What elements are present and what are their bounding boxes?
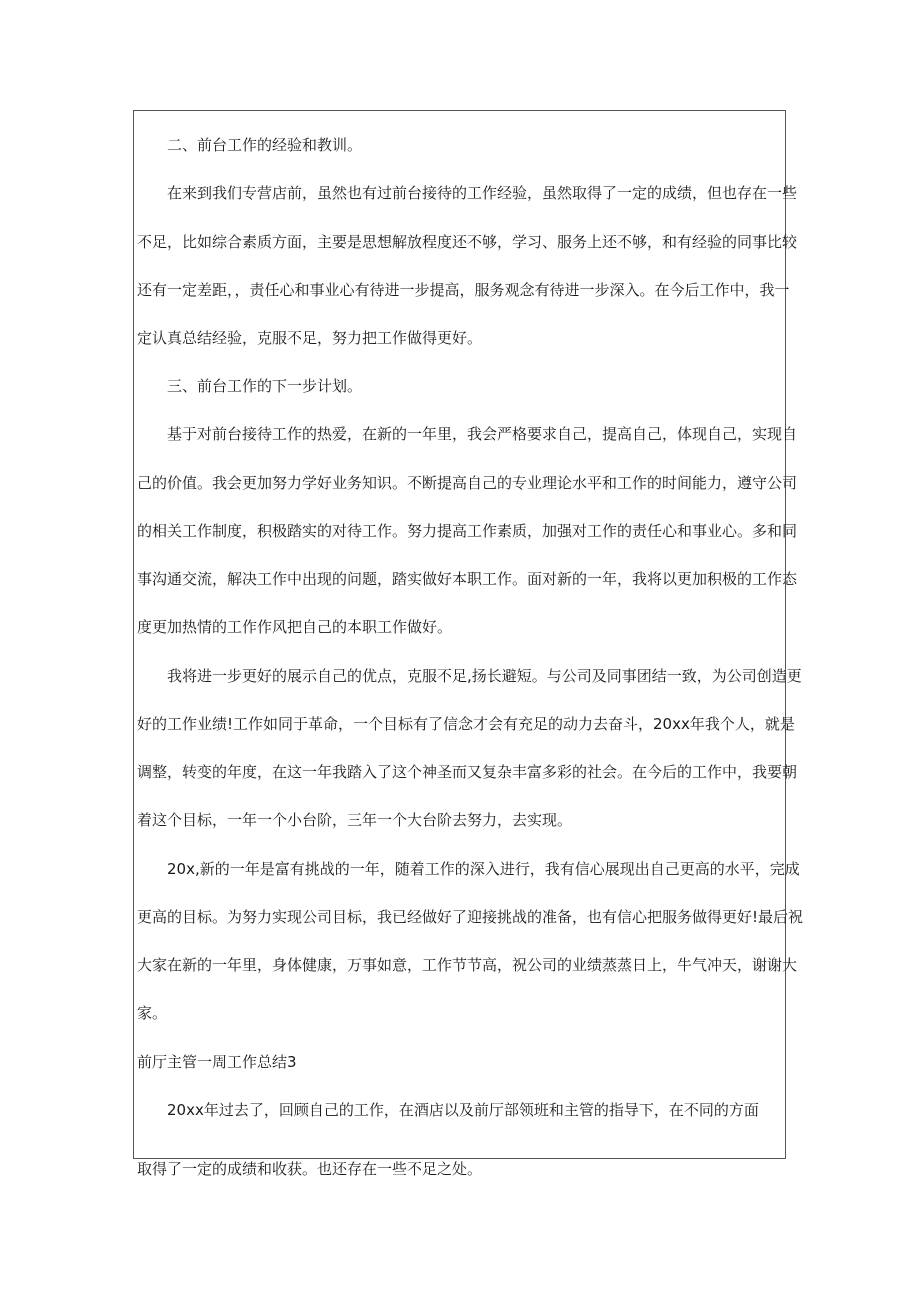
section-heading-2: 二、前台工作的经验和教训。	[167, 136, 363, 154]
paragraph-line: 更高的目标。为努力实现公司目标，我已经做好了迎接挑战的准备，也有信心把服务做得更好!最后祝	[137, 908, 804, 926]
paragraph-line: 还有一定差距，，责任心和事业心有待进一步提高，服务观念有待进一步深入。在今后工作中，我一	[137, 281, 790, 299]
paragraph-line: 20xx年过去了，回顾自己的工作，在酒店以及前厅部领班和主管的指导下，在不同的方面	[167, 1101, 759, 1119]
paragraph-line: 度更加热情的工作作风把自己的本职工作做好。	[137, 618, 453, 636]
paragraph-line: 取得了一定的成绩和收获。也还存在一些不足之处。	[137, 1160, 483, 1178]
paragraph-line: 的相关工作制度，积极踏实的对待工作。努力提高工作素质，加强对工作的责任心和事业心。多和同	[137, 522, 798, 540]
paragraph-line: 不足，比如综合素质方面，主要是思想解放程度还不够，学习、服务上还不够，和有经验的同事比较	[137, 233, 798, 251]
document-title-3: 前厅主管一周工作总结3	[137, 1053, 297, 1071]
section-heading-3: 三、前台工作的下一步计划。	[167, 377, 363, 395]
paragraph-line: 家。	[137, 1004, 168, 1022]
paragraph-line: 20x,新的一年是富有挑战的一年，随着工作的深入进行，我有信心展现出自己更高的水平，完成	[167, 860, 800, 878]
paragraph-line: 己的价值。我会更加努力学好业务知识。不断提高自己的专业理论水平和工作的时间能力，遵守公司	[137, 474, 798, 492]
paragraph-line: 定认真总结经验，克服不足，努力把工作做得更好。	[137, 329, 483, 347]
paragraph-line: 基于对前台接待工作的热爱，在新的一年里，我会严格要求自己，提高自己，体现自己，实现自	[167, 425, 798, 443]
paragraph-line: 事沟通交流，解决工作中出现的问题，踏实做好本职工作。面对新的一年，我将以更加积极的工作态	[137, 570, 798, 588]
paragraph-line: 着这个目标，一年一个小台阶，三年一个大台阶去努力，去实现。	[137, 811, 573, 829]
paragraph-line: 在来到我们专营店前，虽然也有过前台接待的工作经验，虽然取得了一定的成绩，但也存在一些	[167, 184, 798, 202]
paragraph-line: 大家在新的一年里，身体健康，万事如意，工作节节高，祝公司的业绩蒸蒸日上，牛气冲天，谢谢大	[137, 956, 798, 974]
paragraph-line: 好的工作业绩!工作如同于革命，一个目标有了信念才会有充足的动力去奋斗，20xx年我个人，就是	[137, 715, 795, 733]
paragraph-line: 我将进一步更好的展示自己的优点，克服不足,扬长避短。与公司及同事团结一致，为公司创造更	[167, 667, 802, 685]
paragraph-line: 调整，转变的年度，在这一年我踏入了这个神圣而又复杂丰富多彩的社会。在今后的工作中，我要朝	[137, 763, 798, 781]
